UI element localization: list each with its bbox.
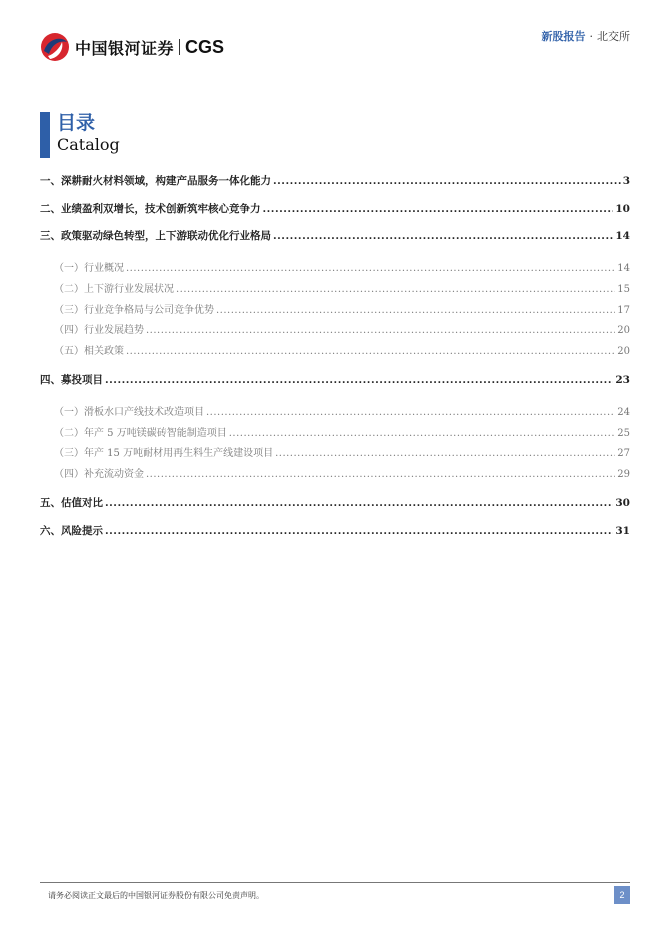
toc-dot-leader	[206, 403, 615, 423]
toc-entry-number: 二、	[40, 202, 61, 215]
toc-subsection-entry[interactable]	[40, 403, 630, 424]
toc-entry-page-number: 3	[622, 175, 630, 187]
toc-entry-page-number: 23	[615, 374, 630, 387]
toc-entry-number: （四）	[54, 469, 84, 481]
galaxy-logo-icon	[40, 32, 70, 62]
toc-entry-title: 业绩盈利双增长，技术创新筑牢核心竞争力	[61, 202, 261, 215]
toc-section-entry[interactable]	[40, 198, 630, 226]
report-type: 新股报告	[541, 30, 586, 43]
toc-section-entry[interactable]	[40, 369, 630, 397]
toc-entry-title: 募投项目	[61, 374, 103, 387]
toc-subsection-entry[interactable]	[40, 465, 630, 486]
page-number-badge: 2	[614, 886, 630, 904]
toc-dot-leader	[126, 342, 615, 362]
toc-subsection-entry[interactable]	[40, 280, 630, 301]
toc-entry-page-number: 25	[617, 427, 630, 439]
toc-entry-title: 估值对比	[61, 496, 103, 509]
toc-entry-page-number: 31	[615, 524, 630, 537]
toc-entry-page-number: 10	[615, 202, 630, 215]
footer-divider	[40, 882, 630, 883]
toc-entry-number: （二）	[54, 283, 84, 295]
toc-subsection-entry[interactable]	[40, 424, 630, 445]
toc-subsection-entry[interactable]	[40, 342, 630, 363]
toc-section-entry[interactable]	[40, 492, 630, 520]
page-title-chinese: 目录	[57, 112, 96, 134]
toc-entry-title: 相关政策	[84, 346, 124, 358]
toc-entry-number: （一）	[54, 263, 84, 275]
toc-entry-number: 四、	[40, 374, 61, 387]
toc-entry-number: 六、	[40, 524, 61, 537]
toc-entry-title: 政策驱动绿色转型，上下游联动优化行业格局	[61, 230, 271, 243]
logo-divider	[179, 39, 180, 55]
toc-subsection-entry[interactable]	[40, 444, 630, 465]
toc-dot-leader	[273, 170, 621, 192]
toc-dot-leader	[229, 424, 616, 444]
toc-entry-title: 行业发展趋势	[84, 325, 144, 337]
toc-entry-number: 五、	[40, 496, 61, 509]
toc-entry-number: （四）	[54, 325, 84, 337]
toc-entry-page-number: 30	[615, 496, 630, 509]
toc-entry-page-number: 14	[617, 263, 630, 275]
toc-entry-number: （三）	[54, 304, 84, 316]
toc-subsection-entry[interactable]	[40, 321, 630, 342]
toc-dot-leader	[275, 444, 615, 464]
company-logo	[40, 32, 224, 62]
logo-chinese-text: 中国银河证券	[75, 38, 175, 58]
toc-entry-title: 行业竞争格局与公司竞争优势	[84, 304, 214, 316]
toc-entry-page-number: 17	[617, 304, 630, 316]
toc-entry-page-number: 20	[617, 325, 630, 337]
toc-entry-title: 年产 15 万吨耐材用再生料生产线建设项目	[84, 448, 274, 460]
toc-entry-title: 滑板水口产线技术改造项目	[84, 406, 204, 418]
toc-section-entry[interactable]	[40, 170, 630, 198]
toc-entry-number: （一）	[54, 406, 84, 418]
toc-dot-leader	[146, 465, 615, 485]
toc-entry-page-number: 24	[617, 406, 630, 418]
toc-entry-title: 年产 5 万吨镁碳砖智能制造项目	[84, 427, 227, 439]
toc-entry-number: （二）	[54, 427, 84, 439]
exchange-label: 北交所	[597, 30, 630, 43]
toc-dot-leader	[126, 259, 615, 279]
toc-section-entry[interactable]	[40, 225, 630, 253]
toc-subsection-entry[interactable]	[40, 259, 630, 280]
toc-dot-leader	[263, 198, 614, 220]
toc-entry-page-number: 14	[615, 230, 630, 243]
logo-english-text: CGS	[185, 36, 225, 57]
toc-entry-title: 行业概况	[84, 263, 124, 275]
toc-dot-leader	[176, 280, 615, 300]
toc-entry-title: 补充流动资金	[84, 469, 144, 481]
page-title-english: Catalog	[57, 135, 120, 154]
toc-dot-leader	[273, 225, 613, 247]
table-of-contents	[40, 170, 630, 547]
toc-section-entry[interactable]	[40, 520, 630, 548]
toc-entry-number: （五）	[54, 346, 84, 358]
toc-entry-title: 风险提示	[61, 524, 103, 537]
toc-entry-page-number: 15	[617, 283, 630, 295]
toc-dot-leader	[105, 492, 613, 514]
toc-entry-page-number: 27	[617, 448, 630, 460]
toc-dot-leader	[146, 321, 615, 341]
toc-entry-number: 三、	[40, 230, 61, 243]
toc-entry-number: （三）	[54, 448, 84, 460]
title-accent-bar	[40, 112, 50, 158]
header-separator: ·	[589, 30, 593, 43]
toc-entry-number: 一、	[40, 175, 61, 187]
toc-dot-leader	[216, 301, 615, 321]
toc-entry-page-number: 20	[617, 346, 630, 358]
toc-dot-leader	[105, 369, 613, 391]
toc-entry-title: 上下游行业发展状况	[84, 283, 174, 295]
footer-disclaimer: 请务必阅读正文最后的中国银河证券股份有限公司免责声明。	[48, 891, 264, 900]
toc-dot-leader	[105, 520, 613, 542]
report-header-label	[542, 28, 631, 44]
toc-entry-title: 深耕耐火材料领域，构建产品服务一体化能力	[61, 175, 271, 187]
toc-entry-page-number: 29	[617, 469, 630, 481]
toc-subsection-entry[interactable]	[40, 301, 630, 322]
